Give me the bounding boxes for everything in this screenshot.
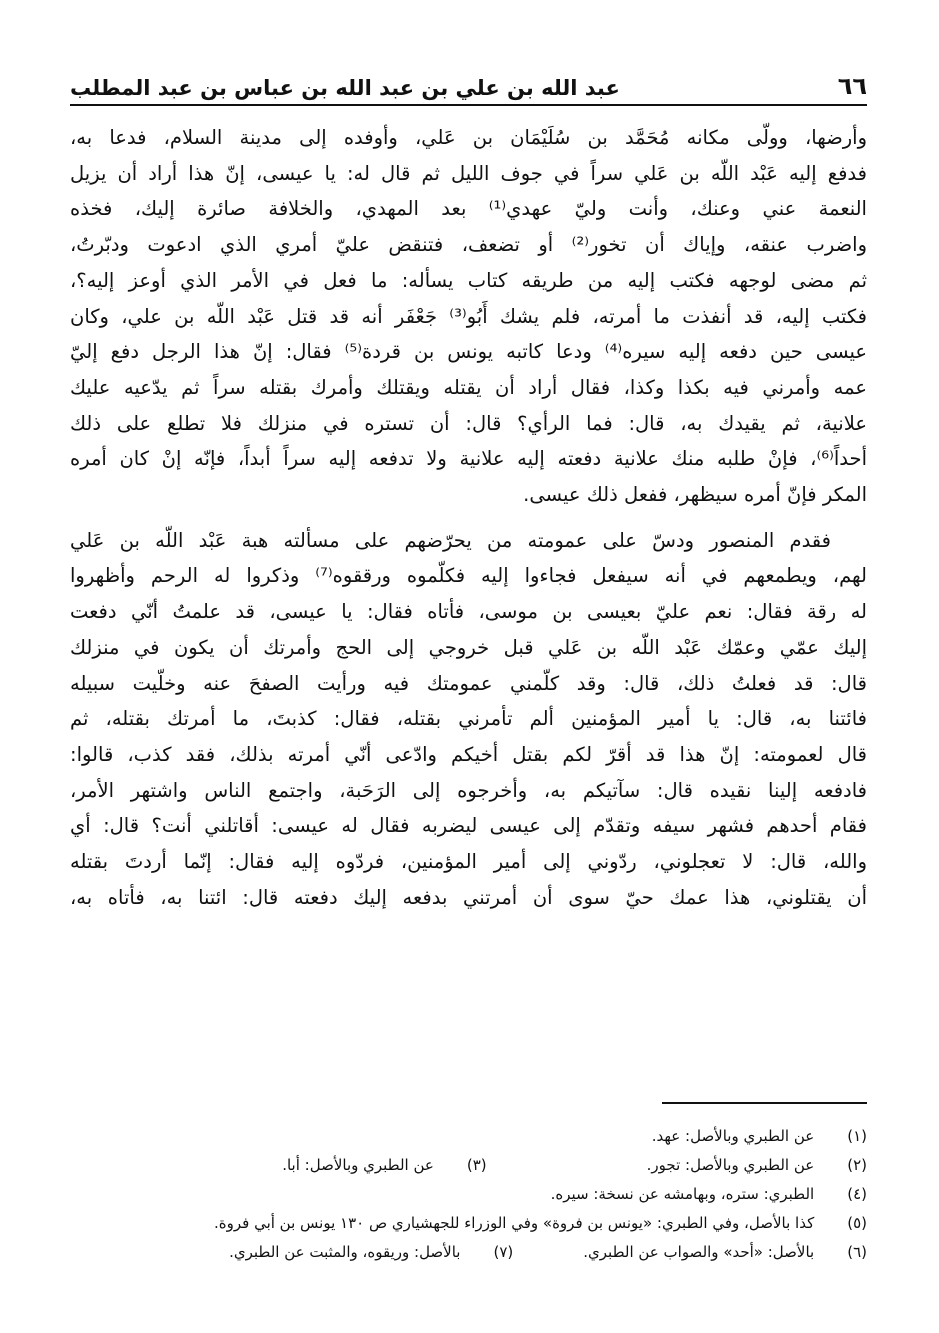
footnote-separator (662, 1102, 867, 1104)
text-line: ثم مضى لوجهه فكتب إليه من طريقه كتاب يسأله: ما فعل في الأمر الذي أوعز إليه؟، (70, 268, 867, 292)
footnote-number: (٦) (847, 1243, 867, 1261)
text-line: قال: قد فعلتُ ذلك، قال: وقد كلّمني عمومتك فيه ورأيت الصفحَ عنه وخلّيت سبيله (70, 671, 867, 695)
footnote-text: بالأصل: وريقوه، والمثبت عن الطبري. (229, 1243, 461, 1261)
page-number: ٦٦ (837, 72, 867, 100)
footnote-number: (٥) (847, 1214, 867, 1232)
text-line: فائتنا به، قال: يا أمير المؤمنين ألم تأمرني بقتله، فقال: كذبتَ، ما أمرتك بقتله، ثم (70, 707, 867, 731)
footnote-number: (٢) (847, 1156, 867, 1174)
text-line: عمه وأمرني فيه بكذا وكذا، فقال أراد أن يقتله ويقتلك وأمرك بقتله سراً ثم يدّعيه عليك (70, 375, 867, 399)
footnote-text: بالأصل: «أحد» والصواب عن الطبري. (583, 1243, 815, 1261)
footnote-2 (647, 1151, 867, 1180)
footnote-text: كذا بالأصل، وفي الطبري: «يونس بن فروة» وفي الوزراء للجهشياري ص ١٣٠ يونس بن أبي فروة. (213, 1214, 815, 1232)
footnote-4 (551, 1180, 867, 1209)
page-header (70, 62, 867, 106)
text-line: قال لعمومته: إنّ هذا قد أقرّ لكم بقتل أخيكم وادّعى أنّي أمرته بذلك، فقد كذب، قالوا: (70, 742, 867, 766)
text-line: أن يقتلوني، هذا عمك حيّ سوى أن أمرتني بدفعه إليك دفعته قال: ائتنا به، فأتاه به، (70, 885, 867, 909)
text-line: المكر فإنّ أمره سيظهر، ففعل ذلك عيسى. (523, 483, 867, 507)
text-line: فقام أحدهم فشهر سيفه وتقدّم إلى عيسى ليضربه فقال له عيسى: أقاتلني أنت؟ قال: أي (70, 814, 867, 838)
main-text (70, 120, 867, 915)
footnote-5 (214, 1209, 867, 1238)
text-line: عيسى حين دفعه إليه سيره⁽⁴⁾ ودعا كاتبه يونس بن قردة⁽⁵⁾ فقال: إنّ هذا الرجل دفع إليّ (70, 340, 867, 364)
text-line: فدفع إليه عَبْد اللّه بن عَلي سراً في جوف الليل ثم قال له: يا عيسى، إنّ هذا أراد أن يزيل (70, 161, 867, 185)
footnote-row (90, 1209, 867, 1238)
footnote-3 (282, 1151, 486, 1180)
text-line: وأرضها، وولّى مكانه مُحَمَّد بن سُلَيْمَان بن عَلي، وأوفده إلى مدينة السلام، فدعا به، (70, 126, 867, 149)
footnote-text: عن الطبري وبالأصل: عهد. (651, 1127, 815, 1145)
paragraph-1 (70, 120, 867, 513)
footnote-6 (583, 1238, 867, 1267)
text-line: فادفعه إلينا نقيده قال: سآتيكم به، وأخرجوه إلى الرَحَبة، واجتمع الناس واشتهر الأمر، (70, 778, 867, 802)
text-line: لهم، ويطمعهم في أنه سيفعل فجاءوا إليه فكلّموه ورققوه⁽⁷⁾ وذكروا له الرحم وأظهروا (70, 564, 867, 588)
footnote-row (90, 1180, 867, 1209)
text-line: فقدم المنصور ودسّ على عمومته من يحرّضهم على مسألته هبة عَبْد اللّه بن عَلي (70, 528, 831, 552)
text-line: النعمة عني وعنك، وأنت وليّ عهدي⁽¹⁾ بعد المهدي، والخلافة صائرة إليك، فخذه (70, 197, 867, 221)
text-line: إليك عمّي وعمّك عَبْد اللّه بن عَلي قبل خروجي إلى الحج وأمرتك أن يكون في منزلك (70, 635, 867, 659)
text-line: واضرب عنقه، وإياك أن تخور⁽²⁾ أو تضعف، فتنقض عليّ أمري الذي ادعوت ودبّرتُ، (70, 233, 867, 257)
footnote-7 (229, 1238, 513, 1267)
footnote-row (90, 1151, 867, 1180)
footnote-number: (١) (847, 1127, 867, 1145)
footnote-row (90, 1238, 867, 1267)
footnote-text: الطبري: ستره، وبهامشه عن نسخة: سيره. (550, 1185, 815, 1203)
running-title: عبد الله بن علي بن عبد الله بن عباس بن عبد المطلب (70, 76, 620, 100)
text-line: فكتب إليه، قد أنفذت ما أمرته، فلم يشك أَبُو⁽³⁾ جَعْفَر أنه قد قتل عَبْد اللّه بن علي، وكان (70, 304, 867, 328)
footnote-text: عن الطبري وبالأصل: تجور. (646, 1156, 815, 1174)
footnote-number: (٣) (466, 1156, 487, 1174)
text-line: أحداً⁽⁶⁾، فإنْ طلبه منك علانية دفعته إليه علانية ولا تدفعه إليه سراً أبداً، فإنّه إنْ كان أمره (70, 447, 867, 471)
footnotes (90, 1122, 867, 1267)
footnote-1 (652, 1122, 867, 1151)
footnote-number: (٤) (847, 1185, 867, 1203)
footnote-text: عن الطبري وبالأصل: أبا. (282, 1156, 434, 1174)
footnote-row (90, 1122, 867, 1151)
paragraph-gap (70, 513, 867, 523)
text-line: علانية، ثم يقيدك به، قال: فما الرأي؟ قال: أن تستره في منزلك فلا تطلع على ذلك (70, 411, 867, 435)
footnote-number: (٧) (493, 1243, 514, 1261)
paragraph-2 (70, 523, 867, 916)
text-line: له رقة فقال: نعم عليّ بعيسى بن موسى، فأتاه فقال: يا عيسى، قد علمتُ أنّي دفعت (70, 600, 867, 624)
text-line: والله، قال: لا تعجلوني، ردّوني إلى أمير المؤمنين، فردّوه إليه فقال: إنّما أردتَ بقتله (70, 850, 867, 874)
